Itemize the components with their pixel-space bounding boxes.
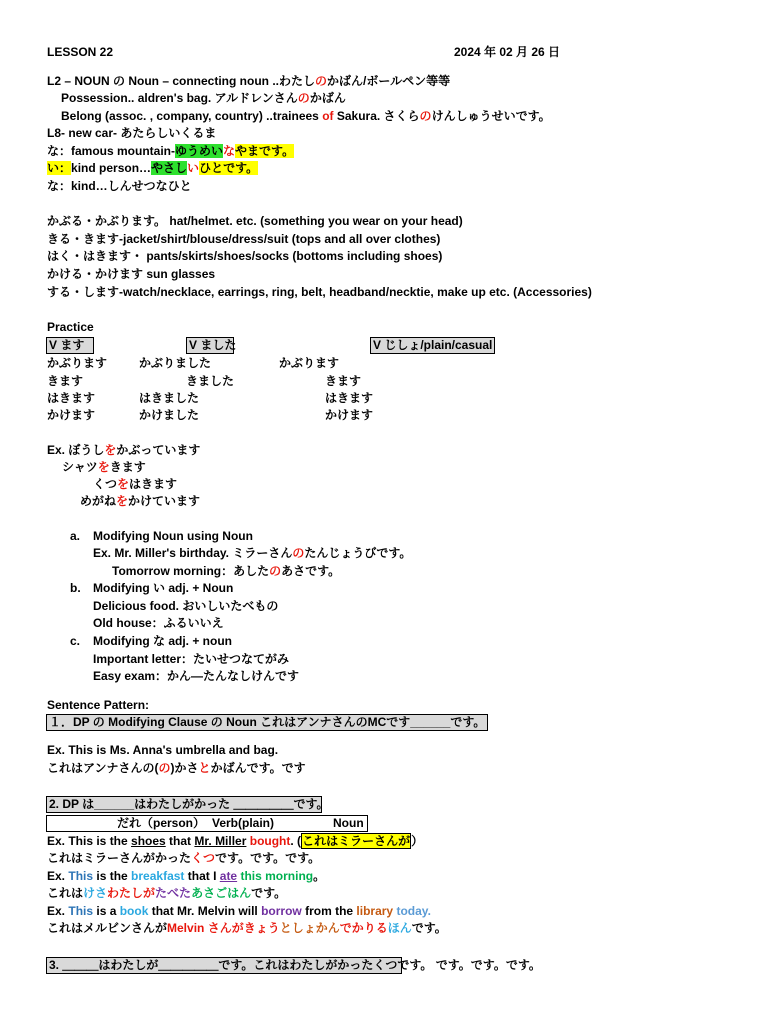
practice-cell: かぶります bbox=[279, 356, 340, 370]
l2-possession: Possession.. aldren's bag. アルドレンさんのかばん bbox=[61, 91, 346, 105]
dp-ex-shoes-jp: これはミラーさんがかったくつです。です。です。 bbox=[47, 851, 321, 865]
date: 2024 年 02 月 26 日 bbox=[454, 45, 561, 59]
modifying-a-title: Modifying Noun using Noun bbox=[93, 529, 253, 543]
practice-cell: はきます bbox=[47, 391, 96, 405]
clothing-line: かける・かけます sun glasses bbox=[47, 267, 216, 281]
modifying-c-ex2: Easy exam：かん—たんなしけんです bbox=[93, 669, 300, 683]
modifying-b-ex1: Delicious food. おいしいたべもの bbox=[93, 599, 279, 613]
dp-ex-shoes-en: Ex. This is the shoes that Mr. Miller bought. (これはミラーさんが） bbox=[47, 834, 424, 848]
pattern-box-2: 2. DP は______はわたしがかった ＿＿＿＿＿です。 bbox=[46, 796, 322, 813]
practice-cell: はきます bbox=[325, 391, 374, 405]
practice-cell: かけました bbox=[139, 408, 200, 422]
modifying-a-ex2: Tomorrow morning：あしたのあさです。 bbox=[112, 564, 341, 578]
sentence-pattern-label: Sentence Pattern: bbox=[47, 698, 150, 712]
clothing-line: かぶる・かぶります。 hat/helmet. etc. (something you wear on your head) bbox=[47, 214, 463, 228]
list-marker: a. bbox=[70, 529, 81, 543]
ex-wear-line: Ex. ぼうしをかぶっています bbox=[47, 443, 201, 457]
clothing-line: きる・きます-jacket/shirt/blouse/dress/suit (tops and all over clothes) bbox=[47, 232, 441, 246]
ex-wear-line: くつをはきます bbox=[93, 477, 178, 491]
pattern-box-4: 3. ＿＿＿はわたしが＿＿＿＿＿です。これはわたしがかったくつです。 です。です。です。 bbox=[46, 957, 402, 974]
pattern-box-1: １．DP の Modifying Clause の Noun これはアンナさんのMCです______です。 bbox=[46, 714, 488, 731]
practice-cell: はきました bbox=[139, 391, 200, 405]
practice-cell: きます bbox=[47, 374, 84, 388]
modifying-a-ex1: Ex. Mr. Miller's birthday. ミラーさんのたんじょうびです。 bbox=[93, 546, 412, 560]
l2-belong: Belong (assoc. , company, country) ..trainees of Sakura. さくらのけんしゅうせいです。 bbox=[61, 109, 551, 123]
dp-ex-breakfast-jp: これはけさわたしがたべたあさごはんです。 bbox=[47, 886, 287, 900]
practice-header-mashita: V ました bbox=[186, 337, 234, 354]
l2-title: L2 – NOUN の Noun – connecting noun ..わたしのかばん/ボールペン等等 bbox=[47, 74, 451, 88]
ex-wear-line: シャツをきます bbox=[62, 460, 146, 474]
pattern-box-3: だれ（person） Verb(plain) Noun bbox=[46, 815, 368, 832]
list-marker: b. bbox=[70, 581, 81, 595]
practice-cell: きました bbox=[186, 374, 235, 388]
l8-kind-line: な：kind…しんせつなひと bbox=[47, 179, 192, 193]
practice-cell: かけます bbox=[47, 408, 96, 422]
practice-cell: かぶります bbox=[47, 356, 108, 370]
ex-wear-line: めがねをかけています bbox=[80, 494, 201, 508]
modifying-c-title: Modifying な adj. + noun bbox=[93, 634, 232, 648]
clothing-line: する・します-watch/necklace, earrings, ring, belt, headband/necktie, make up etc. (Accessories) bbox=[47, 285, 592, 299]
l8-title: L8- new car- あたらしいくるま bbox=[47, 126, 217, 140]
pattern-ex-jp: これはアンナさんの(の)かさとかばんです。です bbox=[47, 761, 306, 775]
clothing-line: はく・はきます・ pants/skirts/shoes/socks (bottoms including shoes) bbox=[47, 249, 443, 263]
practice-cell: かけます bbox=[325, 408, 374, 422]
practice-cell: きます bbox=[325, 374, 362, 388]
practice-label: Practice bbox=[47, 320, 94, 334]
list-marker: c. bbox=[70, 634, 81, 648]
practice-cell: かぶりました bbox=[139, 356, 212, 370]
dp-ex-book-en: Ex. This is a book that Mr. Melvin will borrow from the library today. bbox=[47, 904, 431, 918]
dp-ex-breakfast-en: Ex. This is the breakfast that I ate this morning。 bbox=[47, 869, 326, 883]
modifying-b-ex2: Old house：ふるいいえ bbox=[93, 616, 224, 630]
l8-na-line: な：famous mountain-ゆうめいなやまです。 bbox=[47, 144, 295, 158]
modifying-b-title: Modifying い adj. + Noun bbox=[93, 581, 234, 595]
practice-header-plain: V じしょ/plain/casual bbox=[370, 337, 495, 354]
modifying-c-ex1: Important letter：たいせつなてがみ bbox=[93, 652, 290, 666]
pattern-ex-en: Ex. This is Ms. Anna's umbrella and bag. bbox=[47, 743, 279, 757]
practice-header-masu: V ます bbox=[46, 337, 94, 354]
dp-ex-book-jp: これはメルビンさんがMelvin さんがきょうとしょかんでかりるほんです。 bbox=[47, 921, 447, 935]
lesson-title: LESSON 22 bbox=[47, 45, 114, 59]
l8-i-line: い：kind person…やさしいひとです。 bbox=[47, 161, 259, 175]
